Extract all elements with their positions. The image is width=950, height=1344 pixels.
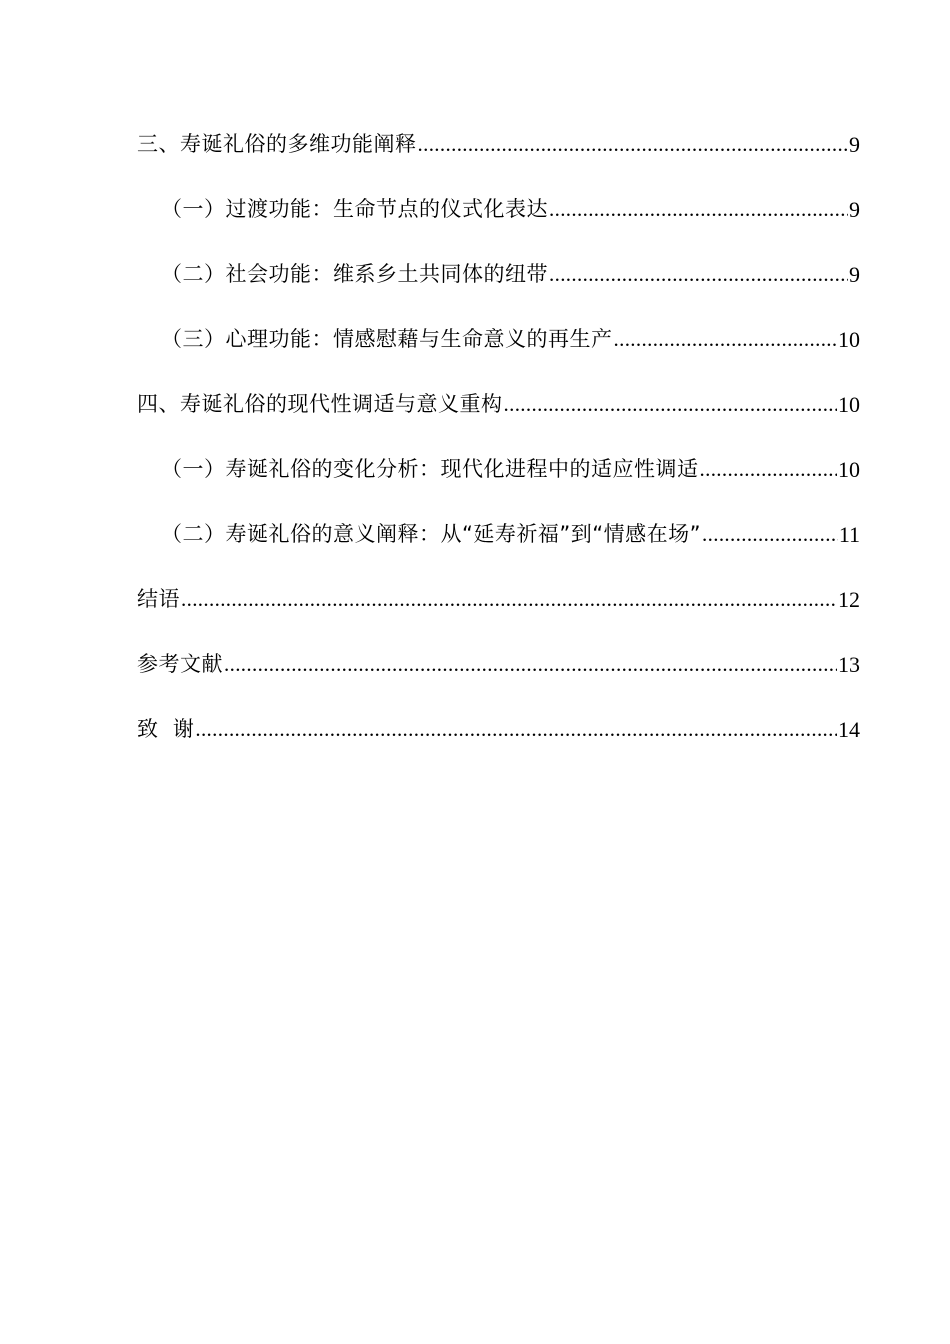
toc-page-number: 14 — [838, 716, 860, 742]
toc-dot-leader — [504, 393, 838, 417]
toc-page-number: 13 — [838, 651, 860, 677]
toc-entry-title: （三）心理功能：情感慰藉与生命意义的再生产 — [161, 327, 613, 351]
toc-entry-title: 参考文献 — [137, 652, 223, 676]
toc-page-number: 9 — [849, 131, 860, 157]
toc-entry-title: （二）寿诞礼俗的意义阐释：从“延寿祈福”到“情感在场” — [161, 522, 702, 546]
toc-page-number: 10 — [838, 326, 860, 352]
toc-entry-title: （一）过渡功能：生命节点的仪式化表达 — [161, 197, 548, 221]
toc-dot-leader — [195, 718, 837, 742]
toc-entry-references[interactable] — [137, 632, 860, 697]
toc-entry-section-4-1[interactable] — [137, 437, 860, 502]
table-of-contents — [137, 112, 860, 762]
toc-entry-title: 三、寿诞礼俗的多维功能阐释 — [137, 132, 417, 156]
toc-entry-title: 结语 — [137, 587, 180, 611]
toc-dot-leader — [418, 133, 849, 157]
toc-entry-section-3[interactable] — [137, 112, 860, 177]
toc-page-number: 12 — [838, 586, 860, 612]
toc-dot-leader — [224, 653, 837, 677]
toc-entry-conclusion[interactable] — [137, 567, 860, 632]
toc-page-number: 10 — [838, 391, 860, 417]
toc-dot-leader — [614, 328, 838, 352]
toc-dot-leader — [700, 458, 838, 482]
toc-dot-leader — [702, 523, 838, 547]
toc-page-number: 9 — [849, 196, 860, 222]
toc-entry-section-3-2[interactable] — [137, 242, 860, 307]
toc-entry-section-4-2[interactable] — [137, 502, 860, 567]
toc-dot-leader — [181, 588, 837, 612]
toc-entry-title: （二）社会功能：维系乡土共同体的纽带 — [161, 262, 548, 286]
toc-entry-acknowledgements[interactable] — [137, 697, 860, 762]
toc-dot-leader — [549, 263, 848, 287]
toc-dot-leader — [549, 198, 848, 222]
toc-page-number: 9 — [849, 261, 860, 287]
toc-page-number: 10 — [838, 456, 860, 482]
toc-entry-section-4[interactable] — [137, 372, 860, 437]
toc-page-number: 11 — [838, 521, 860, 547]
toc-entry-section-3-3[interactable] — [137, 307, 860, 372]
toc-entry-title: 四、寿诞礼俗的现代性调适与意义重构 — [137, 392, 503, 416]
toc-entry-title: 致 谢 — [137, 717, 195, 741]
toc-entry-title: （一）寿诞礼俗的变化分析：现代化进程中的适应性调适 — [161, 457, 699, 481]
toc-entry-section-3-1[interactable] — [137, 177, 860, 242]
